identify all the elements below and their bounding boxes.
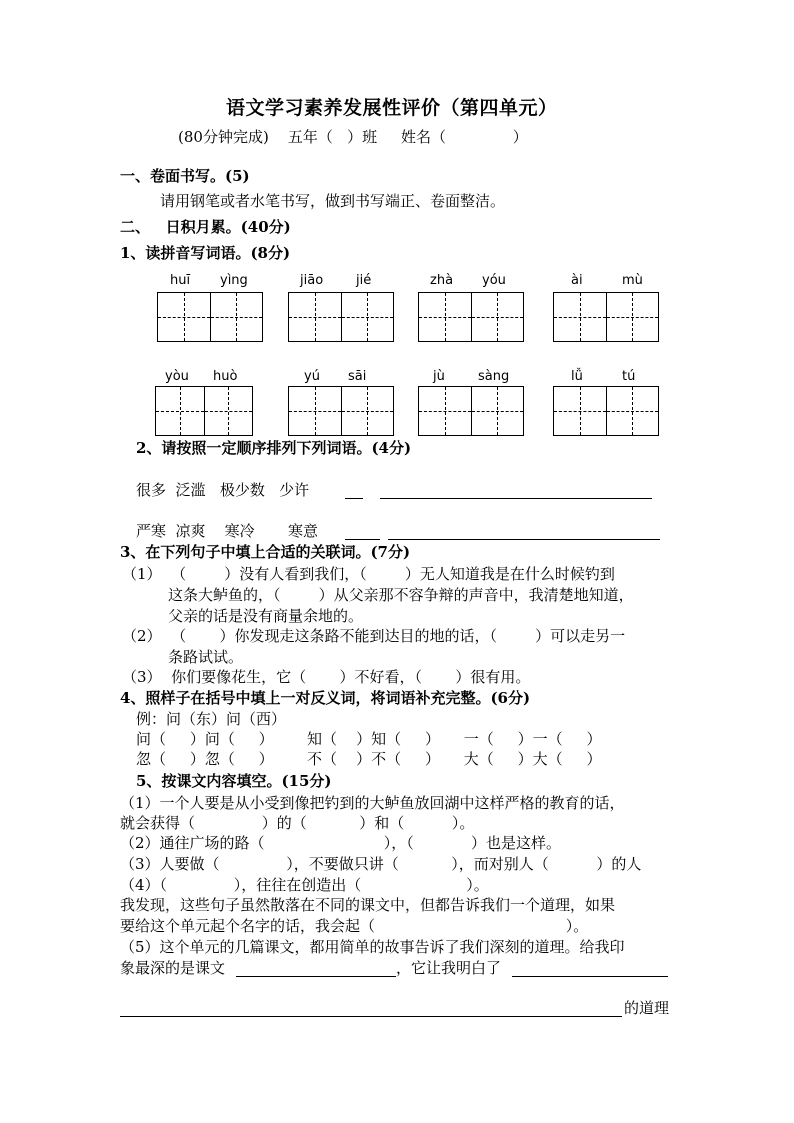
writing-box-6[interactable] bbox=[288, 386, 394, 436]
section-1-heading: 一、卷面书写。(5) bbox=[120, 167, 250, 185]
subtitle: (80分钟完成) 五年（ ）班 姓名（ ） bbox=[178, 128, 528, 146]
writing-box-5[interactable] bbox=[155, 386, 253, 436]
q2-answer-line-1a[interactable] bbox=[345, 498, 363, 499]
pinyin-8a: lǚ bbox=[571, 369, 583, 384]
q5-line-5: （4）（ ），往往在创造出（ ）。 bbox=[120, 876, 489, 894]
q5-line-9b: ，它让我明白了 bbox=[396, 959, 502, 977]
pinyin-6b: sāi bbox=[348, 369, 367, 384]
pinyin-1a: huī bbox=[170, 273, 191, 288]
pinyin-6a: yú bbox=[304, 369, 320, 384]
pinyin-5b: huò bbox=[213, 369, 238, 384]
q5-line-10: 的道理 bbox=[624, 999, 670, 1017]
q3-line-6: （3） 你们要像花生，它（ ）不好看，（ ）很有用。 bbox=[122, 668, 531, 686]
q3-line-4: （2） （ ）你发现走这条路不能到达目的地的话，（ ）可以走另一 bbox=[122, 627, 626, 645]
q3-line-2: 这条大鲈鱼的，（ ）从父亲那不容争辩的声音中，我清楚地知道， bbox=[168, 586, 634, 604]
q5-line-1: （1）一个人要是从小受到像把钓到的大鲈鱼放回湖中这样严格的教育的话， bbox=[120, 794, 625, 812]
q5-line-4: （3）人要做（ ），不要做只讲（ ），而对别人（ ）的人 bbox=[120, 855, 642, 873]
writing-box-2[interactable] bbox=[288, 292, 394, 342]
pinyin-3a: zhà bbox=[430, 273, 454, 288]
pinyin-3b: yóu bbox=[482, 273, 506, 288]
pinyin-2a: jiāo bbox=[300, 273, 324, 288]
q4-row-1: 问（ ）问（ ） 知（ ）知（ ） 一（ ）一（ ） bbox=[136, 730, 602, 748]
q4-example: 例：问（东）问（西） bbox=[136, 710, 287, 728]
writing-box-4[interactable] bbox=[553, 292, 659, 342]
q5-heading: 5、按课文内容填空。(15分) bbox=[136, 772, 332, 790]
pinyin-1b: yìng bbox=[220, 273, 248, 288]
q2-answer-line-2b[interactable] bbox=[388, 539, 660, 540]
section-1-text: 请用钢笔或者水笔书写，做到书写端正、卷面整洁。 bbox=[160, 192, 506, 210]
pinyin-8b: tú bbox=[622, 369, 636, 384]
pinyin-7b: sàng bbox=[478, 369, 510, 384]
q5-line-2: 就会获得（ ）的（ ）和（ ）。 bbox=[120, 814, 475, 832]
q5-line-3: （2）通往广场的路（ ），（ ）也是这样。 bbox=[120, 834, 561, 852]
q5-line-7: 要给这个单元起个名字的话，我会起（ ）。 bbox=[120, 917, 589, 935]
q3-heading: 3、在下列句子中填上合适的关联词。(7分) bbox=[120, 543, 411, 561]
section-2-heading: 二、 日积月累。(40分) bbox=[120, 218, 291, 236]
q2-heading: 2、请按照一定顺序排列下列词语。(4分) bbox=[136, 439, 412, 457]
page-title: 语文学习素养发展性评价（第四单元） bbox=[226, 97, 558, 119]
q3-line-5: 条路试试。 bbox=[168, 648, 244, 666]
writing-box-8[interactable] bbox=[553, 386, 659, 436]
writing-box-3[interactable] bbox=[418, 292, 524, 342]
q5-line-6: 我发现，这些句子虽然散落在不同的课文中，但都告诉我们一个道理，如果 bbox=[120, 896, 616, 914]
pinyin-4b: mù bbox=[622, 273, 643, 288]
q2-words-row-2: 严寒 凉爽 寒冷 寒意 bbox=[136, 522, 318, 540]
q2-answer-line-1b[interactable] bbox=[380, 498, 652, 499]
q5-line-9a: 象最深的是课文 bbox=[120, 959, 226, 977]
q2-answer-line-2a[interactable] bbox=[345, 539, 380, 540]
writing-box-1[interactable] bbox=[157, 292, 263, 342]
q5-answer-line-understand[interactable] bbox=[512, 976, 668, 977]
q5-answer-line-long[interactable] bbox=[120, 1016, 622, 1017]
pinyin-7a: jù bbox=[433, 369, 445, 384]
q3-line-3: 父亲的话是没有商量余地的。 bbox=[168, 607, 364, 625]
q4-row-2: 忽（ ）忽（ ） 不（ ）不（ ） 大（ ）大（ ） bbox=[136, 750, 602, 768]
q1-heading: 1、读拼音写词语。(8分) bbox=[120, 244, 291, 262]
pinyin-4a: ài bbox=[571, 273, 583, 288]
pinyin-2b: jié bbox=[356, 273, 372, 288]
writing-box-7[interactable] bbox=[418, 386, 524, 436]
q5-answer-line-lesson[interactable] bbox=[236, 976, 396, 977]
q4-heading: 4、照样子在括号中填上一对反义词，将词语补充完整。(6分) bbox=[120, 689, 531, 707]
q3-line-1: （1） （ ）没有人看到我们，（ ）无人知道我是在什么时候钓到 bbox=[122, 565, 615, 583]
q2-words-row-1: 很多 泛滥 极少数 少许 bbox=[136, 481, 310, 499]
pinyin-5a: yòu bbox=[165, 369, 189, 384]
q5-line-8: （5）这个单元的几篇课文，都用简单的故事告诉了我们深刻的道理。给我印 bbox=[120, 938, 625, 956]
